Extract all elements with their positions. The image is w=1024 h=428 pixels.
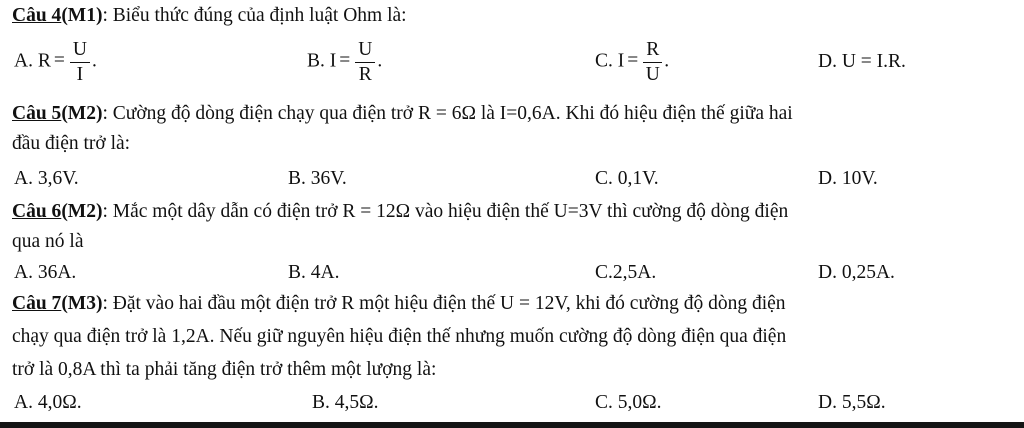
question-5-stem-line2: đầu điện trở là:	[12, 133, 131, 154]
question-7-label: Câu 7(M3)	[12, 293, 103, 314]
question-6-option-b[interactable]: B. 4A.	[288, 262, 340, 283]
question-7-stem: Câu 7(M3): Đặt vào hai đầu một điện trở R một hiệu điện thế U = 12V, khi đó cường độ dòng điện	[12, 293, 786, 314]
question-5-option-c[interactable]: C. 0,1V.	[595, 168, 659, 189]
question-5-label: Câu 5(M2)	[12, 103, 103, 124]
question-6-stem-line2: qua nó là	[12, 231, 84, 252]
question-6-option-a[interactable]: A. 36A.	[14, 262, 77, 283]
question-6-stem: Câu 6(M2): Mắc một dây dẫn có điện trở R = 12Ω vào hiệu điện thế U=3V thì cường độ dòng điện	[12, 201, 789, 222]
question-6-label: Câu 6(M2)	[12, 201, 103, 222]
fraction: $\frac{U}{R}$	[355, 40, 375, 84]
question-5-stem: Câu 5(M2): Cường độ dòng điện chạy qua điện trở R = 6Ω là I=0,6A. Khi đó hiệu điện thế giữa hai	[12, 103, 793, 124]
question-6-option-c[interactable]: C.2,5A.	[595, 262, 657, 283]
question-7-stem-line3: trở là 0,8A thì ta phải tăng điện trở thêm một lượng là:	[12, 359, 437, 380]
question-7-option-c[interactable]: C. 5,0Ω.	[595, 392, 662, 413]
question-4-label: Câu 4(M1)	[12, 5, 103, 26]
question-7-stem-line2: chạy qua điện trở là 1,2A. Nếu giữ nguyên hiệu điện thế nhưng muốn cường độ dòng điện qua điện	[12, 326, 787, 347]
question-7-option-b[interactable]: B. 4,5Ω.	[312, 392, 379, 413]
fraction: $\frac{U}{I}$	[70, 40, 90, 84]
question-6-option-d[interactable]: D. 0,25A.	[818, 262, 895, 283]
question-4-option-c[interactable]: C. I = $\frac{R}{U}$ .	[595, 39, 670, 85]
question-5-option-a[interactable]: A. 3,6V.	[14, 168, 79, 189]
question-4-option-a[interactable]: A. R = $\frac{U}{I}$ .	[14, 39, 97, 85]
bottom-edge-divider	[0, 422, 1024, 428]
question-7-option-a[interactable]: A. 4,0Ω.	[14, 392, 82, 413]
question-7-option-d[interactable]: D. 5,5Ω.	[818, 392, 886, 413]
question-5-option-d[interactable]: D. 10V.	[818, 168, 878, 189]
question-4-stem	[12, 4, 1006, 28]
question-4-option-d[interactable]: D. U = I.R.	[818, 51, 906, 72]
question-4-option-b[interactable]: B. I = $\frac{U}{R}$ .	[307, 39, 383, 85]
fraction: $\frac{R}{U}$	[643, 40, 662, 84]
question-5-option-b[interactable]: B. 36V.	[288, 168, 347, 189]
question-4-text: : Biểu thức đúng của định luật Ohm là:	[102, 5, 407, 26]
